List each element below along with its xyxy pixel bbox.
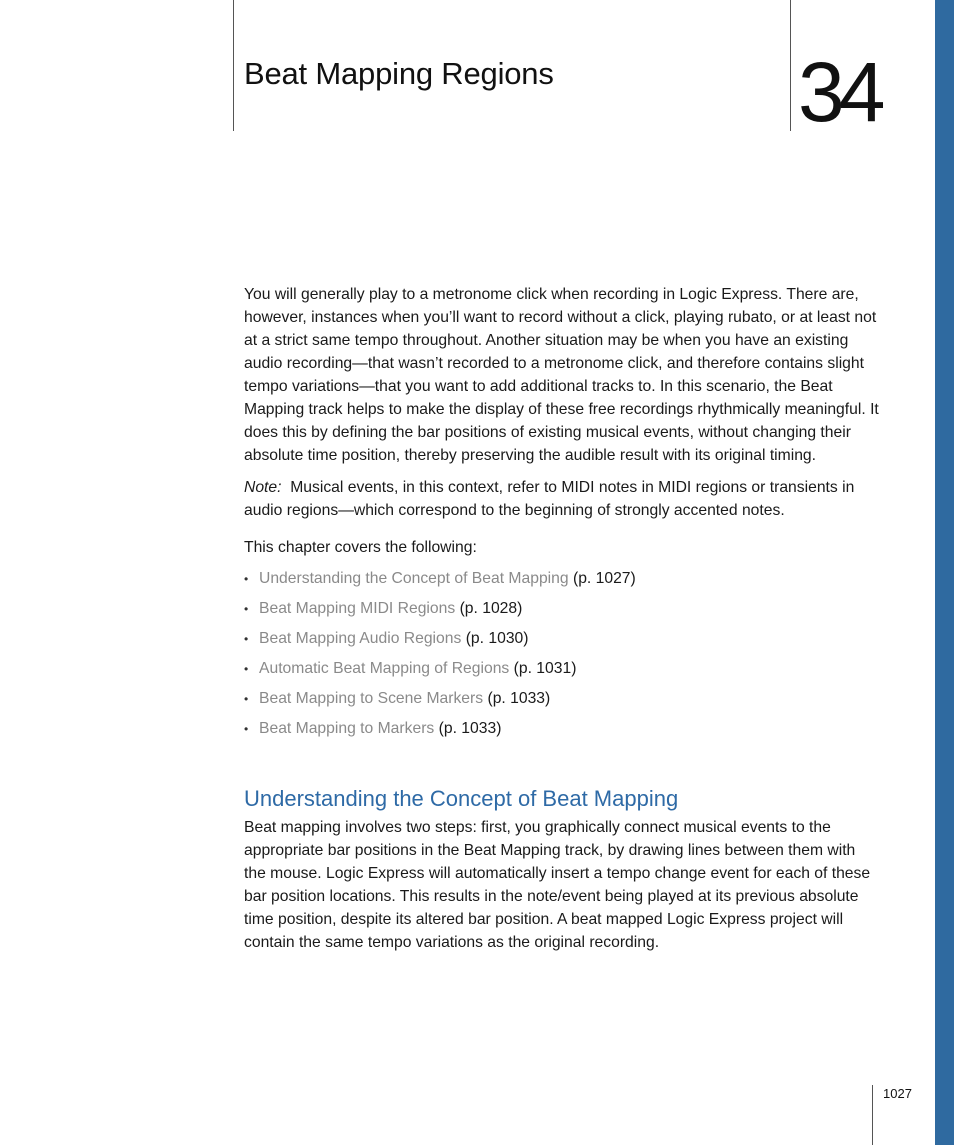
bullet-icon: • [244, 662, 249, 676]
toc-intro: This chapter covers the following: [244, 539, 477, 556]
toc-link[interactable]: Beat Mapping MIDI Regions [259, 600, 456, 617]
note-text: Musical events, in this context, refer to MIDI notes in MIDI regions or transients in audio regions—which correspond to the beginning of strongly accented notes. [244, 479, 855, 519]
header-rule-left [233, 0, 234, 131]
note-label: Note: [244, 479, 282, 496]
chapter-number: 34 [798, 45, 880, 139]
toc-page-ref: (p. 1033) [438, 720, 502, 737]
bullet-icon: • [244, 602, 249, 616]
toc-item [244, 594, 880, 624]
toc-link[interactable]: Beat Mapping to Scene Markers [259, 690, 484, 707]
page-content [244, 283, 880, 954]
toc-page-ref: (p. 1027) [572, 570, 636, 587]
toc-item [244, 684, 880, 714]
page-number: 1027 [883, 1086, 912, 1101]
header-rule-right [790, 0, 791, 131]
toc-link[interactable]: Automatic Beat Mapping of Regions [259, 660, 510, 677]
toc-item [244, 624, 880, 654]
section-heading: Understanding the Concept of Beat Mapping [244, 786, 679, 811]
toc-item [244, 654, 880, 684]
toc-page-ref: (p. 1030) [465, 630, 529, 647]
footer-rule [872, 1085, 873, 1145]
bullet-icon: • [244, 692, 249, 706]
bullet-icon: • [244, 572, 249, 586]
chapter-title: Beat Mapping Regions [244, 56, 554, 91]
toc-page-ref: (p. 1028) [459, 600, 523, 617]
toc-item [244, 564, 880, 594]
toc-page-ref: (p. 1033) [487, 690, 551, 707]
note-paragraph [244, 476, 880, 522]
toc-link[interactable]: Beat Mapping Audio Regions [259, 630, 462, 647]
chapter-toc-list [244, 564, 880, 744]
toc-link[interactable]: Understanding the Concept of Beat Mapping [259, 570, 569, 587]
section-paragraph: Beat mapping involves two steps: first, you graphically connect musical events to the appropriate bar positions in the Beat Mapping track, by drawing lines between them with the mouse. Logic Express will automatically insert a tempo change event for each of these bar position locations. This results in the note/event being played at its previous absolute time position, despite its altered bar position. A beat mapped Logic Express project will contain the same tempo variations as the original recording. [244, 819, 871, 951]
bullet-icon: • [244, 722, 249, 736]
bullet-icon: • [244, 632, 249, 646]
toc-link[interactable]: Beat Mapping to Markers [259, 720, 435, 737]
chapter-side-tab [935, 0, 954, 1145]
toc-item [244, 714, 880, 744]
toc-page-ref: (p. 1031) [513, 660, 577, 677]
intro-paragraph: You will generally play to a metronome click when recording in Logic Express. There are, however, instances when you’ll want to record without a click, playing rubato, or at least not at a strict same tempo throughout. Another situation may be when you have an existing audio recording—that wasn’t recorded to a metronome click, and therefore contains slight tempo variations—that you want to add additional tracks to. In this scenario, the Beat Mapping track helps to make the display of these free recordings rhythmically meaningful. It does this by defining the bar positions of existing musical events, without changing their absolute time position, thereby preserving the audible result with its original timing. [244, 286, 879, 464]
